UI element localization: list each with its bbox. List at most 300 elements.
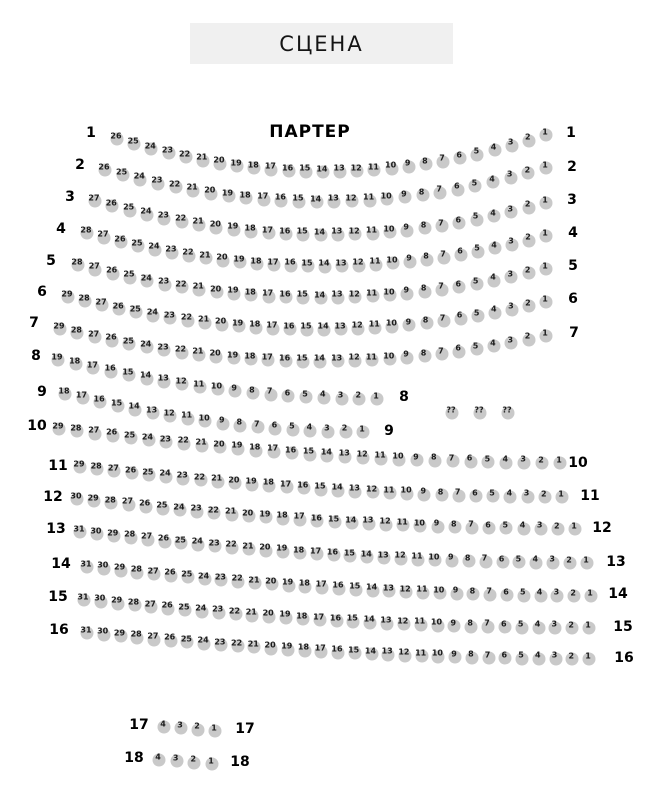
seat[interactable] <box>71 327 84 340</box>
seat[interactable] <box>330 615 343 628</box>
seat[interactable] <box>331 228 344 241</box>
seat[interactable] <box>532 652 545 665</box>
seat[interactable] <box>398 191 411 204</box>
seat[interactable] <box>327 549 340 562</box>
seat[interactable] <box>487 340 500 353</box>
seat[interactable] <box>246 478 259 491</box>
seat[interactable] <box>349 291 362 304</box>
seat[interactable] <box>314 355 327 368</box>
seat[interactable] <box>162 602 175 615</box>
seat[interactable] <box>196 439 209 452</box>
seat[interactable] <box>472 245 485 258</box>
seat[interactable] <box>321 449 334 462</box>
seat[interactable] <box>269 422 282 435</box>
seat[interactable] <box>418 488 431 501</box>
seat[interactable] <box>400 586 413 599</box>
seat[interactable] <box>339 425 352 438</box>
seat[interactable] <box>449 651 462 664</box>
seat[interactable] <box>416 189 429 202</box>
seat[interactable] <box>94 396 107 409</box>
seat[interactable] <box>106 267 119 280</box>
seat[interactable] <box>418 222 431 235</box>
seat[interactable] <box>283 323 296 336</box>
seat[interactable] <box>366 290 379 303</box>
seat[interactable] <box>181 412 194 425</box>
seat[interactable] <box>265 578 278 591</box>
seat[interactable] <box>196 154 209 167</box>
seat[interactable] <box>140 341 153 354</box>
seat[interactable] <box>397 519 410 532</box>
seat[interactable] <box>421 253 434 266</box>
seat[interactable] <box>293 547 306 560</box>
seat[interactable] <box>140 372 153 385</box>
seat[interactable] <box>276 545 289 558</box>
seat[interactable] <box>194 474 207 487</box>
seat[interactable] <box>128 138 141 151</box>
seat[interactable] <box>240 192 253 205</box>
seat[interactable] <box>530 556 543 569</box>
seat[interactable] <box>188 756 201 769</box>
seat[interactable] <box>499 652 512 665</box>
seat[interactable] <box>81 227 94 240</box>
seat[interactable] <box>183 249 196 262</box>
seat[interactable] <box>160 436 173 449</box>
seat[interactable] <box>302 260 315 273</box>
seat[interactable] <box>263 479 276 492</box>
seat[interactable] <box>124 432 137 445</box>
seat[interactable] <box>243 543 256 556</box>
seat[interactable] <box>431 619 444 632</box>
seat[interactable] <box>522 134 535 147</box>
seat[interactable] <box>451 183 464 196</box>
seat-unknown[interactable] <box>446 407 459 420</box>
seat[interactable] <box>198 573 211 586</box>
seat[interactable] <box>231 160 244 173</box>
seat[interactable] <box>335 323 348 336</box>
seat[interactable] <box>303 448 316 461</box>
seat[interactable] <box>566 622 579 635</box>
seat[interactable] <box>568 590 581 603</box>
seat[interactable] <box>370 258 383 271</box>
seat[interactable] <box>564 557 577 570</box>
seat[interactable] <box>72 259 85 272</box>
seat[interactable] <box>398 649 411 662</box>
seat[interactable] <box>285 259 298 272</box>
seat[interactable] <box>417 586 430 599</box>
seat[interactable] <box>81 627 94 640</box>
seat[interactable] <box>522 333 535 346</box>
seat[interactable] <box>434 186 447 199</box>
seat[interactable] <box>339 450 352 463</box>
seat[interactable] <box>299 165 312 178</box>
seat[interactable] <box>97 628 110 641</box>
seat[interactable] <box>192 348 205 361</box>
seat[interactable] <box>432 650 445 663</box>
seat[interactable] <box>310 196 323 209</box>
seat[interactable] <box>88 427 101 440</box>
seat[interactable] <box>487 490 500 503</box>
seat[interactable] <box>517 522 530 535</box>
seat[interactable] <box>518 456 531 469</box>
seat[interactable] <box>346 195 359 208</box>
seat[interactable] <box>366 354 379 367</box>
seat[interactable] <box>348 647 361 660</box>
seat[interactable] <box>418 350 431 363</box>
seat[interactable] <box>174 504 187 517</box>
seat[interactable] <box>517 589 530 602</box>
seat[interactable] <box>349 354 362 367</box>
seat[interactable] <box>522 300 535 313</box>
seat[interactable] <box>489 242 502 255</box>
seat[interactable] <box>245 289 258 302</box>
seat[interactable] <box>556 491 569 504</box>
seat[interactable] <box>97 562 110 575</box>
seat[interactable] <box>318 323 331 336</box>
seat[interactable] <box>122 369 135 382</box>
seat[interactable] <box>249 444 262 457</box>
seat[interactable] <box>124 531 137 544</box>
seat[interactable] <box>436 283 449 296</box>
seat[interactable] <box>369 321 382 334</box>
seat[interactable] <box>501 589 514 602</box>
seat[interactable] <box>569 523 582 536</box>
seat[interactable] <box>198 637 211 650</box>
seat[interactable] <box>263 610 276 623</box>
seat[interactable] <box>316 166 329 179</box>
seat[interactable] <box>297 291 310 304</box>
seat[interactable] <box>380 518 393 531</box>
seat[interactable] <box>286 423 299 436</box>
seat[interactable] <box>532 621 545 634</box>
seat[interactable] <box>123 204 136 217</box>
seat[interactable] <box>285 447 298 460</box>
seat[interactable] <box>139 500 152 513</box>
seat[interactable] <box>534 589 547 602</box>
seat[interactable] <box>403 319 416 332</box>
seat[interactable] <box>130 306 143 319</box>
seat[interactable] <box>366 486 379 499</box>
seat[interactable] <box>397 618 410 631</box>
seat[interactable] <box>142 434 155 447</box>
seat[interactable] <box>488 274 501 287</box>
seat[interactable] <box>311 515 324 528</box>
seat[interactable] <box>505 303 518 316</box>
seat[interactable] <box>296 613 309 626</box>
seat[interactable] <box>179 604 192 617</box>
seat[interactable] <box>191 505 204 518</box>
seat[interactable] <box>540 197 553 210</box>
seat[interactable] <box>170 755 183 768</box>
seat[interactable] <box>384 289 397 302</box>
seat[interactable] <box>333 582 346 595</box>
seat[interactable] <box>242 510 255 523</box>
seat[interactable] <box>455 248 468 261</box>
seat[interactable] <box>124 271 137 284</box>
seat[interactable] <box>147 309 160 322</box>
seat[interactable] <box>366 227 379 240</box>
seat[interactable] <box>114 564 127 577</box>
seat[interactable] <box>538 491 551 504</box>
seat[interactable] <box>275 194 288 207</box>
seat[interactable] <box>160 470 173 483</box>
seat[interactable] <box>581 557 594 570</box>
seat[interactable] <box>232 575 245 588</box>
seat[interactable] <box>193 218 206 231</box>
seat[interactable] <box>540 162 553 175</box>
seat[interactable] <box>540 330 553 343</box>
seat[interactable] <box>583 653 596 666</box>
seat[interactable] <box>540 263 553 276</box>
seat[interactable] <box>229 608 242 621</box>
seat[interactable] <box>105 365 118 378</box>
seat[interactable] <box>332 484 345 497</box>
seat[interactable] <box>334 165 347 178</box>
seat[interactable] <box>193 283 206 296</box>
seat[interactable] <box>249 577 262 590</box>
seat[interactable] <box>469 490 482 503</box>
seat[interactable] <box>470 343 483 356</box>
seat[interactable] <box>504 171 517 184</box>
seat[interactable] <box>314 292 327 305</box>
seat[interactable] <box>431 520 444 533</box>
seat[interactable] <box>401 287 414 300</box>
seat[interactable] <box>158 375 171 388</box>
seat[interactable] <box>551 589 564 602</box>
seat[interactable] <box>496 556 509 569</box>
seat[interactable] <box>132 240 145 253</box>
seat[interactable] <box>215 318 228 331</box>
seat[interactable] <box>141 208 154 221</box>
seat[interactable] <box>317 391 330 404</box>
seat[interactable] <box>217 254 230 267</box>
seat[interactable] <box>328 195 341 208</box>
seat[interactable] <box>251 258 264 271</box>
seat[interactable] <box>357 426 370 439</box>
seat[interactable] <box>522 201 535 214</box>
seat[interactable] <box>214 157 227 170</box>
seat[interactable] <box>279 355 292 368</box>
seat[interactable] <box>131 566 144 579</box>
seat[interactable] <box>483 522 496 535</box>
seat[interactable] <box>164 312 177 325</box>
seat[interactable] <box>149 243 162 256</box>
seat[interactable] <box>471 310 484 323</box>
seat[interactable] <box>471 148 484 161</box>
seat[interactable] <box>464 455 477 468</box>
seat[interactable] <box>419 158 432 171</box>
seat[interactable] <box>402 160 415 173</box>
seat[interactable] <box>523 234 536 247</box>
seat[interactable] <box>540 296 553 309</box>
seat[interactable] <box>162 147 175 160</box>
seat[interactable] <box>106 334 119 347</box>
seat[interactable] <box>381 193 394 206</box>
seat[interactable] <box>267 445 280 458</box>
seat[interactable] <box>59 388 72 401</box>
seat[interactable] <box>115 236 128 249</box>
seat[interactable] <box>193 381 206 394</box>
seat[interactable] <box>336 260 349 273</box>
seat[interactable] <box>248 162 261 175</box>
seat[interactable] <box>453 281 466 294</box>
seat[interactable] <box>352 322 365 335</box>
seat[interactable] <box>234 256 247 269</box>
seat[interactable] <box>361 551 374 564</box>
seat[interactable] <box>175 722 188 735</box>
seat[interactable] <box>513 556 526 569</box>
seat[interactable] <box>231 442 244 455</box>
seat[interactable] <box>91 463 104 476</box>
seat[interactable] <box>249 321 262 334</box>
seat[interactable] <box>211 383 224 396</box>
seat[interactable] <box>71 493 84 506</box>
seat[interactable] <box>404 255 417 268</box>
seat[interactable] <box>192 538 205 551</box>
seat[interactable] <box>234 419 247 432</box>
seat[interactable] <box>129 403 142 416</box>
seat[interactable] <box>401 351 414 364</box>
seat[interactable] <box>364 616 377 629</box>
seat[interactable] <box>158 721 171 734</box>
seat[interactable] <box>164 634 177 647</box>
seat[interactable] <box>304 424 317 437</box>
seat[interactable] <box>566 653 579 666</box>
seat[interactable] <box>454 152 467 165</box>
seat[interactable] <box>74 461 87 474</box>
seat[interactable] <box>313 614 326 627</box>
seat[interactable] <box>363 194 376 207</box>
seat[interactable] <box>106 200 119 213</box>
seat[interactable] <box>178 437 191 450</box>
seat[interactable] <box>212 606 225 619</box>
seat[interactable] <box>314 229 327 242</box>
seat[interactable] <box>158 344 171 357</box>
seat[interactable] <box>111 400 124 413</box>
seat[interactable] <box>244 353 257 366</box>
seat[interactable] <box>210 221 223 234</box>
seat[interactable] <box>414 520 427 533</box>
seat[interactable] <box>299 580 312 593</box>
seat[interactable] <box>158 212 171 225</box>
seat[interactable] <box>88 495 101 508</box>
seat[interactable] <box>282 390 295 403</box>
seat[interactable] <box>181 636 194 649</box>
seat[interactable] <box>446 455 459 468</box>
seat[interactable] <box>462 555 475 568</box>
seat[interactable] <box>147 633 160 646</box>
seat[interactable] <box>375 452 388 465</box>
seat[interactable] <box>90 528 103 541</box>
seat[interactable] <box>505 337 518 350</box>
seat[interactable] <box>435 489 448 502</box>
seat[interactable] <box>280 291 293 304</box>
seat[interactable] <box>216 417 229 430</box>
seat[interactable] <box>382 648 395 661</box>
seat[interactable] <box>414 618 427 631</box>
seat[interactable] <box>435 220 448 233</box>
seat[interactable] <box>114 630 127 643</box>
seat[interactable] <box>158 535 171 548</box>
seat[interactable] <box>265 642 278 655</box>
seat[interactable] <box>297 482 310 495</box>
seat[interactable] <box>393 453 406 466</box>
seat[interactable] <box>229 385 242 398</box>
seat[interactable] <box>385 162 398 175</box>
seat[interactable] <box>418 285 431 298</box>
seat[interactable] <box>215 574 228 587</box>
seat[interactable] <box>300 391 313 404</box>
seat[interactable] <box>123 338 136 351</box>
seat[interactable] <box>349 228 362 241</box>
seat[interactable] <box>266 322 279 335</box>
seat[interactable] <box>453 217 466 230</box>
seat[interactable] <box>169 181 182 194</box>
seat[interactable] <box>470 278 483 291</box>
seat[interactable] <box>412 553 425 566</box>
seat[interactable] <box>89 263 102 276</box>
seat[interactable] <box>156 502 169 515</box>
seat[interactable] <box>53 423 66 436</box>
seat[interactable] <box>280 611 293 624</box>
seat[interactable] <box>116 169 129 182</box>
seat[interactable] <box>428 454 441 467</box>
seat[interactable] <box>206 758 219 771</box>
seat[interactable] <box>445 554 458 567</box>
seat[interactable] <box>268 259 281 272</box>
seat[interactable] <box>281 643 294 656</box>
seat[interactable] <box>540 230 553 243</box>
seat[interactable] <box>246 387 259 400</box>
seat[interactable] <box>383 226 396 239</box>
seat[interactable] <box>371 393 384 406</box>
seat[interactable] <box>505 139 518 152</box>
seat[interactable] <box>534 522 547 535</box>
seat[interactable] <box>482 652 495 665</box>
seat[interactable] <box>420 317 433 330</box>
seat[interactable] <box>111 597 124 610</box>
seat[interactable] <box>536 457 549 470</box>
seat[interactable] <box>488 306 501 319</box>
seat[interactable] <box>500 456 513 469</box>
seat[interactable] <box>479 555 492 568</box>
seat[interactable] <box>141 533 154 546</box>
seat[interactable] <box>227 352 240 365</box>
seat[interactable] <box>265 163 278 176</box>
seat[interactable] <box>175 346 188 359</box>
seat[interactable] <box>381 617 394 630</box>
seat[interactable] <box>438 251 451 264</box>
seat[interactable] <box>453 345 466 358</box>
seat[interactable] <box>195 605 208 618</box>
seat[interactable] <box>211 475 224 488</box>
seat[interactable] <box>111 133 124 146</box>
seat[interactable] <box>331 355 344 368</box>
seat[interactable] <box>454 312 467 325</box>
seat[interactable] <box>187 184 200 197</box>
seat[interactable] <box>54 323 67 336</box>
seat[interactable] <box>141 275 154 288</box>
seat[interactable] <box>70 425 83 438</box>
seat[interactable] <box>214 639 227 652</box>
seat[interactable] <box>319 260 332 273</box>
seat[interactable] <box>347 615 360 628</box>
seat[interactable] <box>198 316 211 329</box>
seat[interactable] <box>315 483 328 496</box>
seat[interactable] <box>87 362 100 375</box>
seat[interactable] <box>76 392 89 405</box>
seat[interactable] <box>470 213 483 226</box>
seat[interactable] <box>298 644 311 657</box>
